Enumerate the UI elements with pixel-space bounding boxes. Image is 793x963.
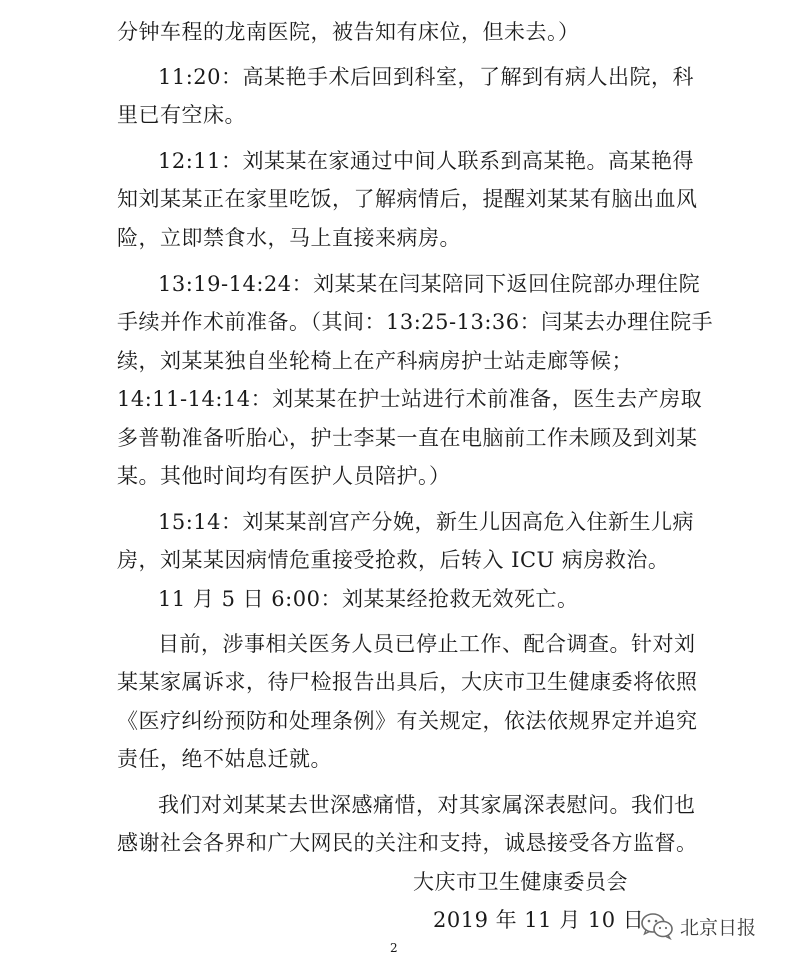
paragraph-line: 房，刘某某因病情危重接受抢救，后转入 ICU 病房救治。 — [117, 548, 670, 572]
paragraph-line: 责任，绝不姑息迁就。 — [117, 747, 332, 771]
signature-organization: 大庆市卫生健康委员会 — [413, 870, 628, 894]
paragraph-line: 目前，涉事相关医务人员已停止工作、配合调查。针对刘 — [158, 632, 696, 656]
signature-date: 2019 年 11 月 10 日 — [433, 908, 645, 932]
paragraph-line: 15:14：刘某某剖宫产分娩，新生儿因高危入住新生儿病 — [158, 510, 695, 534]
paragraph-line: 里已有空床。 — [117, 103, 246, 127]
wechat-icon — [640, 912, 674, 940]
paragraph-line: 11 月 5 日 6:00：刘某某经抢救无效死亡。 — [158, 587, 579, 611]
paragraph-line: 某。其他时间均有医护人员陪护。） — [117, 464, 451, 488]
paragraph-line: 感谢社会各界和广大网民的关注和支持，诚恳接受各方监督。 — [117, 831, 698, 855]
paragraph-line: 12:11：刘某某在家通过中间人联系到高某艳。高某艳得 — [158, 149, 695, 173]
paragraph-line: 知刘某某正在家里吃饭，了解病情后，提醒刘某某有脑出血风 — [117, 187, 698, 211]
paragraph-line: 某某家属诉求，待尸检报告出具后，大庆市卫生健康委将依照 — [117, 670, 698, 694]
paragraph-line: 续，刘某某独自坐轮椅上在产科病房护士站走廊等候； — [117, 349, 633, 373]
paragraph-line: 险，立即禁食水，马上直接来病房。 — [117, 226, 461, 250]
page-number: 2 — [390, 941, 398, 955]
watermark-text: 北京日报 — [680, 916, 757, 939]
paragraph-line: 14:11-14:14：刘某某在护士站进行术前准备，医生去产房取 — [117, 387, 703, 411]
paragraph-line: 我们对刘某某去世深感痛惜，对其家属深表慰问。我们也 — [158, 793, 696, 817]
paragraph-line: 手续并作术前准备。（其间：13:25-13:36：闫某去办理住院手 — [117, 310, 714, 334]
paragraph-line: 分钟车程的龙南医院，被告知有床位，但未去。） — [117, 20, 580, 44]
paragraph-line: 13:19-14:24：刘某某在闫某陪同下返回住院部办理住院 — [158, 272, 701, 296]
watermark — [640, 912, 756, 940]
paragraph-line: 多普勒准备听胎心，护士李某一直在电脑前工作未顾及到刘某 — [117, 426, 698, 450]
paragraph-line: 11:20：高某艳手术后回到科室，了解到有病人出院，科 — [158, 65, 695, 89]
paragraph-line: 《医疗纠纷预防和处理条例》有关规定，依法依规界定并追究 — [117, 709, 698, 733]
